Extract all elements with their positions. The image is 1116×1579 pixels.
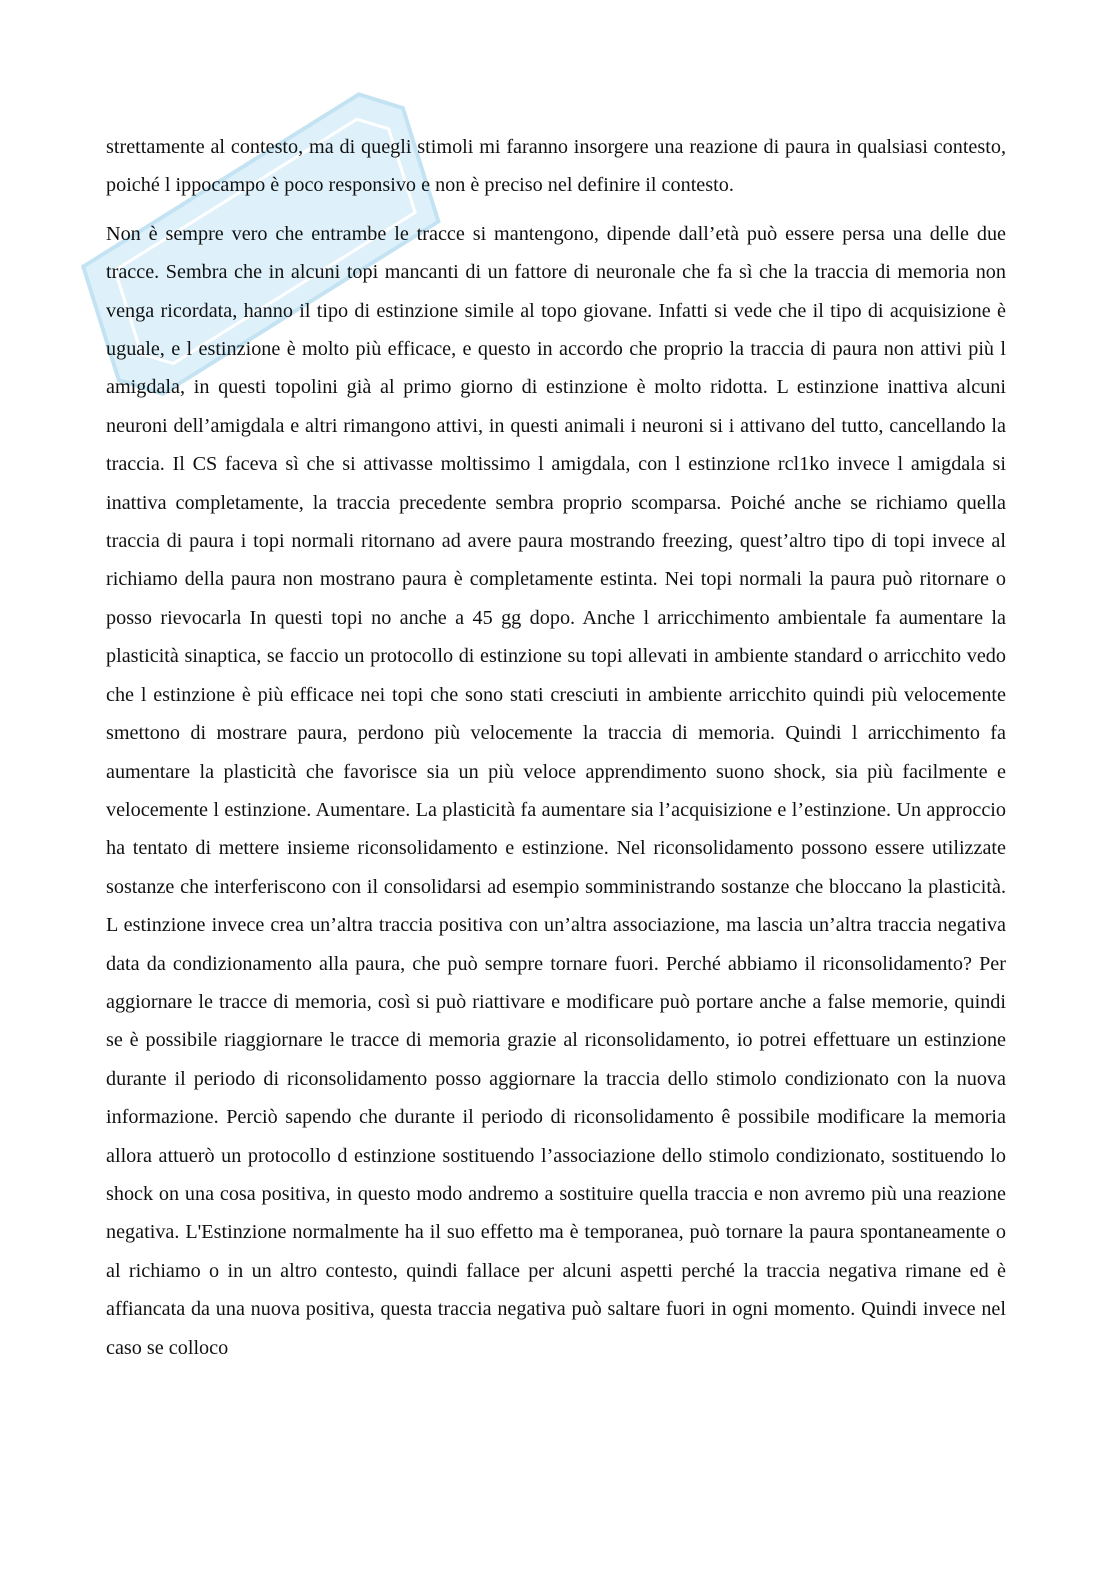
paragraph-2: Non è sempre vero che entrambe le tracce si mantengono, dipende dall’età può essere persa una delle due tracce. Sembra che in alcuni topi mancanti di un fattore di neuronale che fa sì che la traccia di memoria non venga ricordata, hanno il tipo di estinzione simile al topo giovane. Infatti si vede che il tipo di acquisizione è uguale, e l estinzione è molto più efficace, e questo in accordo che proprio la traccia di paura non attivi più l amigdala, in questi topolini già al primo giorno di estinzione è molto ridotta. L estinzione inattiva alcuni neuroni dell’amigdala e altri rimangono attivi, in questi animali i neuroni si i attivano del tutto, cancellando la traccia. Il CS faceva sì che si attivasse moltissimo l amigdala, con l estinzione rcl1ko invece l amigdala si inattiva completamente, la traccia precedente sembra proprio scomparsa. Poiché anche se richiamo quella traccia di paura i topi normali ritornano ad avere paura mostrando freezing, quest’altro tipo di topi invece al richiamo della paura non mostrano paura è completamente estinta. Nei topi normali la paura può ritornare o posso rievocarla In questi topi no anche a 45 gg dopo. Anche l arricchimento ambientale fa aumentare la plasticità sinaptica, se faccio un protocollo di estinzione su topi allevati in ambiente standard o arricchito vedo che l estinzione è più efficace nei topi che sono stati cresciuti in ambiente arricchito quindi più velocemente smettono di mostrare paura, perdono più velocemente la traccia di memoria. Quindi l arricchimento fa aumentare la plasticità che favorisce sia un più veloce apprendimento suono shock, sia più facilmente e velocemente l estinzione. Aumentare. La plasticità fa aumentare sia l’acquisizione e l’estinzione. Un approccio ha tentato di mettere insieme riconsolidamento e estinzione. Nel riconsolidamento possono essere utilizzate sostanze che interferiscono con il consolidarsi ad esempio somministrando sostanze che bloccano la plasticità. L estinzione invece crea un’altra traccia positiva con un’altra associazione, ma lascia un’altra traccia negativa data da condizionamento alla paura, che può sempre tornare fuori. Perché abbiamo il riconsolidamento? Per aggiornare le tracce di memoria, così si può riattivare e modificare può portare anche a false memorie, quindi se è possibile riaggiornare le tracce di memoria grazie al riconsolidamento, io potrei effettuare un estinzione durante il periodo di riconsolidamento posso aggiornare la traccia dello stimolo condizionato con la nuova informazione. Perciò sapendo che durante il periodo di riconsolidamento ê possibile modificare la memoria allora attuerò un protocollo d estinzione sostituendo l’associazione dello stimolo condizionato, sostituendo lo shock on una cosa positiva, in questo modo andremo a sostituire quella traccia e non avremo più una reazione negativa. L'Estinzione normalmente ha il suo effetto ma è temporanea, può tornare la paura spontaneamente o al richiamo o in un altro contesto, quindi fallace per alcuni aspetti perché la traccia negativa rimane ed è affiancata da una nuova positiva, questa traccia negativa può saltare fuori in ogni momento. Quindi invece nel caso se colloco — [106, 222, 1006, 1359]
document-page — [106, 128, 1006, 1367]
paragraph-1: strettamente al contesto, ma di quegli stimoli mi faranno insorgere una reazione di paura in qualsiasi contesto, poiché l ippocampo è poco responsivo e non è preciso nel definire il contesto. — [106, 136, 1006, 197]
